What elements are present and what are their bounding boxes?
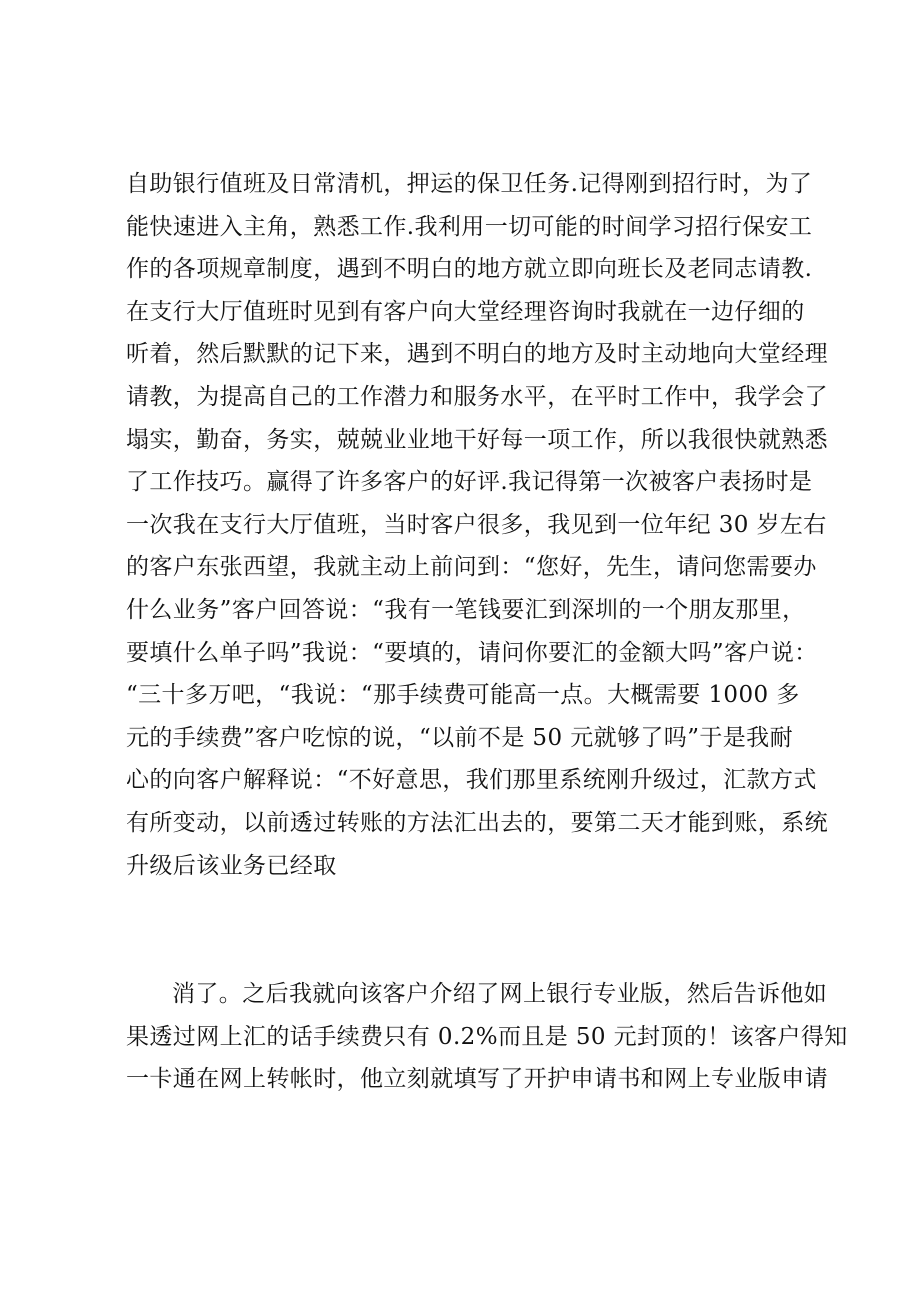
paragraph: [126, 163, 826, 887]
text-line: 自助银行值班及日常清机，押运的保卫任务.记得刚到招行时，为了: [126, 171, 813, 197]
text-line: 一卡通在网上转帐时，他立刻就填写了开护申请书和网上专业版申请: [126, 1066, 828, 1093]
text-line: 消了。之后我就向该客户介绍了网上银行专业版，然后告诉他如: [172, 981, 828, 1007]
text-line: 能快速进入主角，熟悉工作.我利用一切可能的时间学习招行保安工: [126, 213, 813, 240]
text-line: 请教，为提高自己的工作潜力和服务水平，在平时工作中，我学会了: [126, 383, 828, 410]
text-line: 了工作技巧。赢得了许多客户的好评.我记得第一次被客户表扬时是: [126, 469, 813, 496]
text-line: 升级后该业务已经取: [126, 852, 337, 879]
text-line: “三十多万吧，“我说：“那手续费可能高一点。大概需要 1000 多: [126, 682, 800, 709]
text-line: 元的手续费”客户吃惊的说，“以前不是 50 元就够了吗”于是我耐: [126, 724, 793, 751]
text-line: 一次我在支行大厅值班，当时客户很多，我见到一位年纪 30 岁左右: [126, 511, 827, 538]
text-line: 的客户东张西望，我就主动上前问到：“您好，先生，请问您需要办: [126, 554, 817, 581]
text-line: 听着，然后默默的记下来，遇到不明白的地方及时主动地向大堂经理: [126, 341, 828, 368]
text-line: 在支行大厅值班时见到有客户向大堂经理咨询时我就在一边仔细的: [126, 298, 805, 325]
paragraph: [126, 973, 848, 1101]
text-line: 塌实，勤奋，务实，兢兢业业地干好每一项工作，所以我很快就熟悉: [126, 426, 828, 453]
text-line: 什么业务”客户回答说：“我有一笔钱要汇到深圳的一个朋友那里，: [126, 596, 806, 623]
text-line: 要填什么单子吗”我说：“要填的，请问你要汇的金额大吗”客户说：: [126, 639, 818, 666]
text-line: 有所变动，以前透过转账的方法汇出去的，要第二天才能到账，系统: [126, 809, 828, 836]
text-line: 心的向客户解释说：“不好意思，我们那里系统刚升级过，汇款方式: [126, 767, 817, 794]
text-line: 果透过网上汇的话手续费只有 0.2%而且是 50 元封顶的！该客户得知: [126, 1023, 848, 1050]
text-line: 作的各项规章制度，遇到不明白的地方就立即向班长及老同志请教.: [126, 256, 813, 283]
